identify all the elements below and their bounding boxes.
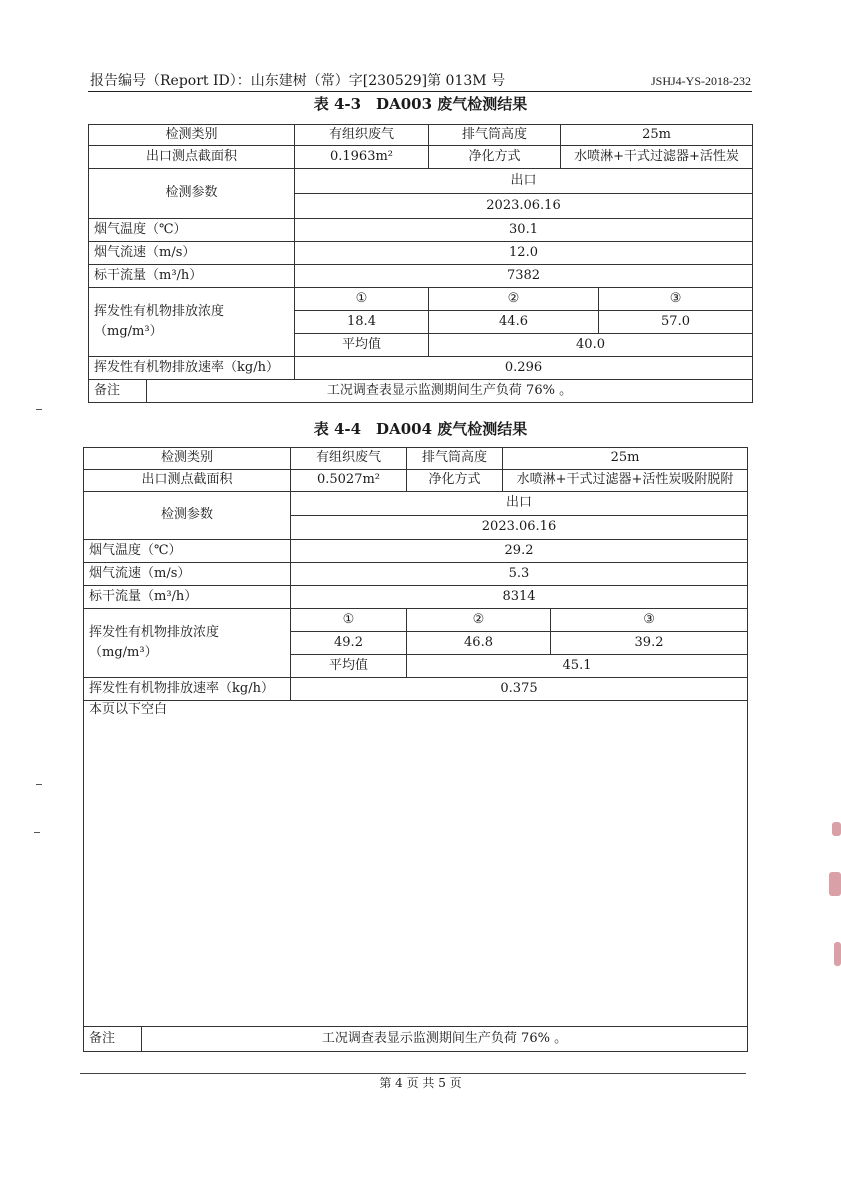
table-4-4 xyxy=(83,447,748,1052)
area-value: 0.1963m² xyxy=(295,146,429,169)
purify-label: 净化方式 xyxy=(429,146,561,169)
sample-index-3: ③ xyxy=(599,288,753,311)
voc-label: 挥发性有机物排放浓度 xyxy=(94,303,225,319)
category-label: 检测类别 xyxy=(84,448,291,470)
header-rule xyxy=(88,91,752,92)
stamp-edge xyxy=(834,942,841,966)
area-label: 出口测点截面积 xyxy=(84,470,291,492)
table-row xyxy=(84,470,748,492)
voc-label-cell xyxy=(89,288,295,357)
param-label: 检测参数 xyxy=(89,169,295,219)
flow-value: 7382 xyxy=(295,265,753,288)
sample-index-3: ③ xyxy=(551,609,748,632)
area-value: 0.5027m² xyxy=(291,470,407,492)
temp-value: 30.1 xyxy=(295,219,753,242)
table-row xyxy=(89,219,753,242)
table-row xyxy=(89,265,753,288)
temp-label: 烟气温度（℃） xyxy=(89,219,295,242)
note-value: 工况调查表显示监测期间生产负荷 76% 。 xyxy=(321,1030,568,1046)
speed-label: 烟气流速（m/s） xyxy=(84,563,291,586)
height-value: 25m xyxy=(561,125,753,146)
category-label: 检测类别 xyxy=(89,125,295,146)
speed-label: 烟气流速（m/s） xyxy=(89,242,295,265)
purify-label: 净化方式 xyxy=(407,470,503,492)
table-4-3 xyxy=(88,124,753,403)
avg-label: 平均值 xyxy=(291,655,407,678)
voc-value-2: 46.8 xyxy=(407,632,551,655)
sample-index-1: ① xyxy=(291,609,407,632)
flow-label: 标干流量（m³/h） xyxy=(84,586,291,609)
table-row xyxy=(84,701,748,1027)
note-label: 备注 xyxy=(89,380,147,402)
avg-value: 45.1 xyxy=(407,655,748,678)
table-row xyxy=(84,586,748,609)
speed-value: 5.3 xyxy=(291,563,748,586)
speed-value: 12.0 xyxy=(295,242,753,265)
height-label: 排气筒高度 xyxy=(407,448,503,470)
note-value: 工况调查表显示监测期间生产负荷 76% 。 xyxy=(326,382,573,398)
scan-mark xyxy=(36,409,42,410)
sample-index-2: ② xyxy=(407,609,551,632)
voc-value-1: 49.2 xyxy=(291,632,407,655)
avg-label: 平均值 xyxy=(295,334,429,357)
table-row xyxy=(84,492,748,516)
note-row xyxy=(89,380,753,403)
table-row xyxy=(89,357,753,380)
rate-label: 挥发性有机物排放速率（kg/h） xyxy=(89,357,295,380)
rate-label: 挥发性有机物排放速率（kg/h） xyxy=(84,678,291,701)
document-code: JSHJ4-YS-2018-232 xyxy=(650,74,751,88)
scan-mark xyxy=(34,832,40,833)
voc-unit: （mg/m³） xyxy=(94,324,163,339)
table-row xyxy=(89,146,753,169)
blank-note: 本页以下空白 xyxy=(84,701,748,1027)
height-value: 25m xyxy=(503,448,748,470)
purify-value: 水喷淋+干式过滤器+活性炭 xyxy=(561,146,753,169)
voc-value-3: 39.2 xyxy=(551,632,748,655)
table-row xyxy=(89,169,753,194)
voc-label-cell xyxy=(84,609,291,678)
table-row xyxy=(89,242,753,265)
flow-value: 8314 xyxy=(291,586,748,609)
sample-index-1: ① xyxy=(295,288,429,311)
rate-value: 0.296 xyxy=(295,357,753,380)
flow-label: 标干流量（m³/h） xyxy=(89,265,295,288)
voc-value-3: 57.0 xyxy=(599,311,753,334)
outlet-label: 出口 xyxy=(291,492,748,516)
page-number: 第 4 页 共 5 页 xyxy=(379,1076,462,1090)
avg-value: 40.0 xyxy=(429,334,753,357)
temp-label: 烟气温度（℃） xyxy=(84,540,291,563)
stamp-edge xyxy=(829,872,841,896)
sample-index-2: ② xyxy=(429,288,599,311)
sample-date: 2023.06.16 xyxy=(295,194,753,219)
rate-value: 0.375 xyxy=(291,678,748,701)
table-row xyxy=(89,125,753,146)
table-row xyxy=(84,448,748,470)
category-value: 有组织废气 xyxy=(291,448,407,470)
table-row xyxy=(84,678,748,701)
note-label: 备注 xyxy=(84,1027,142,1051)
category-value: 有组织废气 xyxy=(295,125,429,146)
table-row xyxy=(84,1027,748,1052)
table-row xyxy=(84,609,748,632)
table-row xyxy=(84,563,748,586)
table-4-3-title: 表 4-3 DA003 废气检测结果 xyxy=(313,95,528,113)
voc-label: 挥发性有机物排放浓度 xyxy=(89,624,220,640)
voc-unit: （mg/m³） xyxy=(89,645,158,660)
temp-value: 29.2 xyxy=(291,540,748,563)
stamp-edge xyxy=(832,822,841,836)
table-row xyxy=(89,288,753,311)
scan-mark xyxy=(36,784,42,785)
table-row xyxy=(84,540,748,563)
param-label: 检测参数 xyxy=(84,492,291,540)
table-4-4-title: 表 4-4 DA004 废气检测结果 xyxy=(313,420,528,438)
voc-value-2: 44.6 xyxy=(429,311,599,334)
note-row xyxy=(84,1027,748,1052)
height-label: 排气筒高度 xyxy=(429,125,561,146)
purify-value: 水喷淋+干式过滤器+活性炭吸附脱附 xyxy=(503,470,748,492)
area-label: 出口测点截面积 xyxy=(89,146,295,169)
table-row xyxy=(89,380,753,403)
outlet-label: 出口 xyxy=(295,169,753,194)
report-id: 报告编号（Report ID）：山东建树（常）字[230529]第 013M 号 xyxy=(90,73,506,89)
voc-value-1: 18.4 xyxy=(295,311,429,334)
sample-date: 2023.06.16 xyxy=(291,516,748,540)
